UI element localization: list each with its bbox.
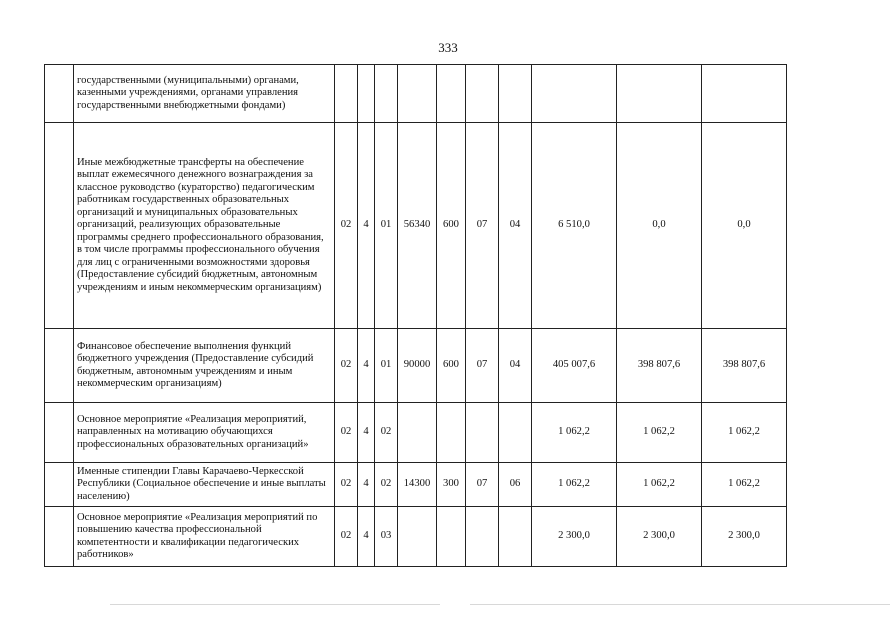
activity-code-cell: 02 [375,403,398,463]
expense-type-cell [437,507,466,567]
subsection-code-cell [499,65,532,123]
direction-code-cell [398,403,437,463]
amount-year-3-cell [702,65,787,123]
subprogram-code-cell: 4 [358,463,375,507]
amount-year-1-cell: 2 300,0 [532,507,617,567]
amount-year-3-cell: 1 062,2 [702,403,787,463]
row-index-cell [45,507,74,567]
subprogram-code-cell [358,65,375,123]
scan-artifact-line [110,604,440,605]
section-code-cell [466,65,499,123]
subprogram-code-cell: 4 [358,329,375,403]
budget-table [44,64,787,567]
amount-year-2-cell: 2 300,0 [617,507,702,567]
activity-code-cell: 01 [375,123,398,329]
expense-type-cell [437,403,466,463]
direction-code-cell [398,65,437,123]
description-cell: Основное мероприятие «Реализация мероприятий по повышению качества профессиональной компетентности и квалификации педагогических работников» [74,507,335,567]
description-cell: Финансовое обеспечение выполнения функций бюджетного учреждения (Предоставление субсидий бюджетным, автономным учреждениям и иным некоммерческим организациям) [74,329,335,403]
section-code-cell: 07 [466,463,499,507]
subsection-code-cell [499,507,532,567]
amount-year-2-cell [617,65,702,123]
table-row [45,403,787,463]
row-index-cell [45,329,74,403]
activity-code-cell: 03 [375,507,398,567]
subsection-code-cell [499,403,532,463]
expense-type-cell: 600 [437,329,466,403]
table-row [45,329,787,403]
scan-artifact-line [470,604,890,605]
amount-year-3-cell: 0,0 [702,123,787,329]
subsection-code-cell: 04 [499,123,532,329]
page-number: 333 [438,40,458,55]
expense-type-cell: 600 [437,123,466,329]
row-index-cell [45,403,74,463]
expense-type-cell [437,65,466,123]
amount-year-1-cell [532,65,617,123]
row-index-cell [45,463,74,507]
table-row [45,463,787,507]
amount-year-1-cell: 6 510,0 [532,123,617,329]
description-cell: Основное мероприятие «Реализация мероприятий, направленных на мотивацию обучающихся профессиональных образовательных организаций» [74,403,335,463]
program-code-cell: 02 [335,123,358,329]
table-row [45,507,787,567]
subprogram-code-cell: 4 [358,123,375,329]
description-cell: государственными (муниципальными) органами, казенными учреждениями, органами управления государственными внебюджетными фондами) [74,65,335,123]
section-code-cell [466,507,499,567]
table-row [45,123,787,329]
activity-code-cell [375,65,398,123]
description-cell: Именные стипендии Главы Карачаево-Черкесской Республики (Социальное обеспечение и иные выплаты населению) [74,463,335,507]
amount-year-2-cell: 398 807,6 [617,329,702,403]
amount-year-2-cell: 1 062,2 [617,403,702,463]
direction-code-cell: 90000 [398,329,437,403]
amount-year-1-cell: 1 062,2 [532,403,617,463]
program-code-cell [335,65,358,123]
subprogram-code-cell: 4 [358,403,375,463]
program-code-cell: 02 [335,463,358,507]
amount-year-3-cell: 2 300,0 [702,507,787,567]
table-row [45,65,787,123]
activity-code-cell: 02 [375,463,398,507]
amount-year-3-cell: 1 062,2 [702,463,787,507]
subprogram-code-cell: 4 [358,507,375,567]
program-code-cell: 02 [335,507,358,567]
amount-year-1-cell: 1 062,2 [532,463,617,507]
activity-code-cell: 01 [375,329,398,403]
subsection-code-cell: 06 [499,463,532,507]
expense-type-cell: 300 [437,463,466,507]
section-code-cell [466,403,499,463]
row-index-cell [45,123,74,329]
direction-code-cell [398,507,437,567]
description-cell: Иные межбюджетные трансферты на обеспечение выплат ежемесячного денежного вознаграждения за классное руководство (кураторство) педагогическим работникам государственных образовательных организаций и муниципальных образовательных организаций, реализующих образовательные программы среднего профессионального образования, в том числе программы профессионального обучения для лиц с ограниченными возможностями здоровья (Предоставление субсидий бюджетным, автономным учреждениям и иным некоммерческим организациям) [74,123,335,329]
row-index-cell [45,65,74,123]
amount-year-1-cell: 405 007,6 [532,329,617,403]
direction-code-cell: 56340 [398,123,437,329]
subsection-code-cell: 04 [499,329,532,403]
program-code-cell: 02 [335,329,358,403]
amount-year-3-cell: 398 807,6 [702,329,787,403]
direction-code-cell: 14300 [398,463,437,507]
section-code-cell: 07 [466,329,499,403]
section-code-cell: 07 [466,123,499,329]
amount-year-2-cell: 0,0 [617,123,702,329]
amount-year-2-cell: 1 062,2 [617,463,702,507]
program-code-cell: 02 [335,403,358,463]
